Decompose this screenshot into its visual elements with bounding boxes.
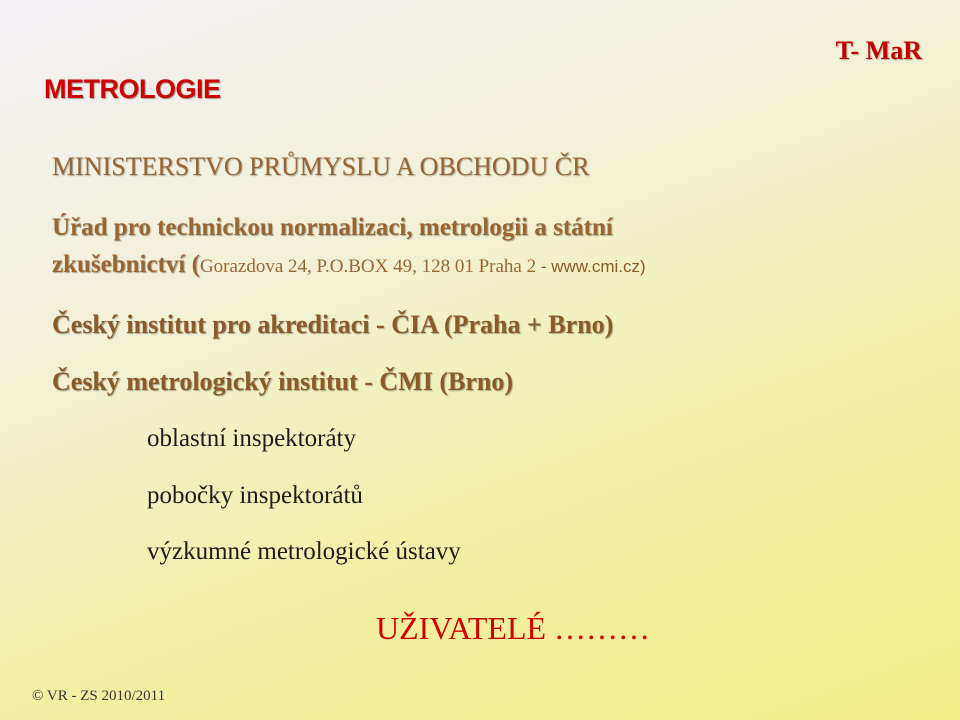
cia-line: Český institut pro akreditaci - ČIA (Praha + Brno) — [52, 310, 614, 339]
cmi-line: Český metrologický institut - ČMI (Brno) — [52, 367, 513, 396]
cmi-item: výzkumné metrologické ústavy — [147, 538, 461, 565]
office-paren: ( — [191, 251, 200, 278]
users-heading: UŽIVATELÉ ……… — [376, 610, 651, 646]
office-line-1: Úřad pro technickou normalizaci, metrologii a státní — [52, 214, 613, 241]
cmi-item: pobočky inspektorátů — [147, 482, 363, 509]
office-line-2-text: zkušebnictví — [52, 251, 186, 278]
slide-title: METROLOGIE — [44, 74, 221, 104]
office-address: Gorazdova 24, P.O.BOX 49, 128 01 Praha 2 — [199, 256, 537, 277]
office-web-link: - www.cmi.cz) — [536, 257, 646, 276]
office-line-2 — [52, 251, 646, 279]
copyright-footer: © VR - ZS 2010/2011 — [32, 688, 166, 704]
ministry-heading: MINISTERSTVO PRŮMYSLU A OBCHODU ČR — [52, 152, 590, 181]
cmi-item: oblastní inspektoráty — [147, 425, 356, 452]
author-tag: T- MaR — [835, 36, 922, 65]
